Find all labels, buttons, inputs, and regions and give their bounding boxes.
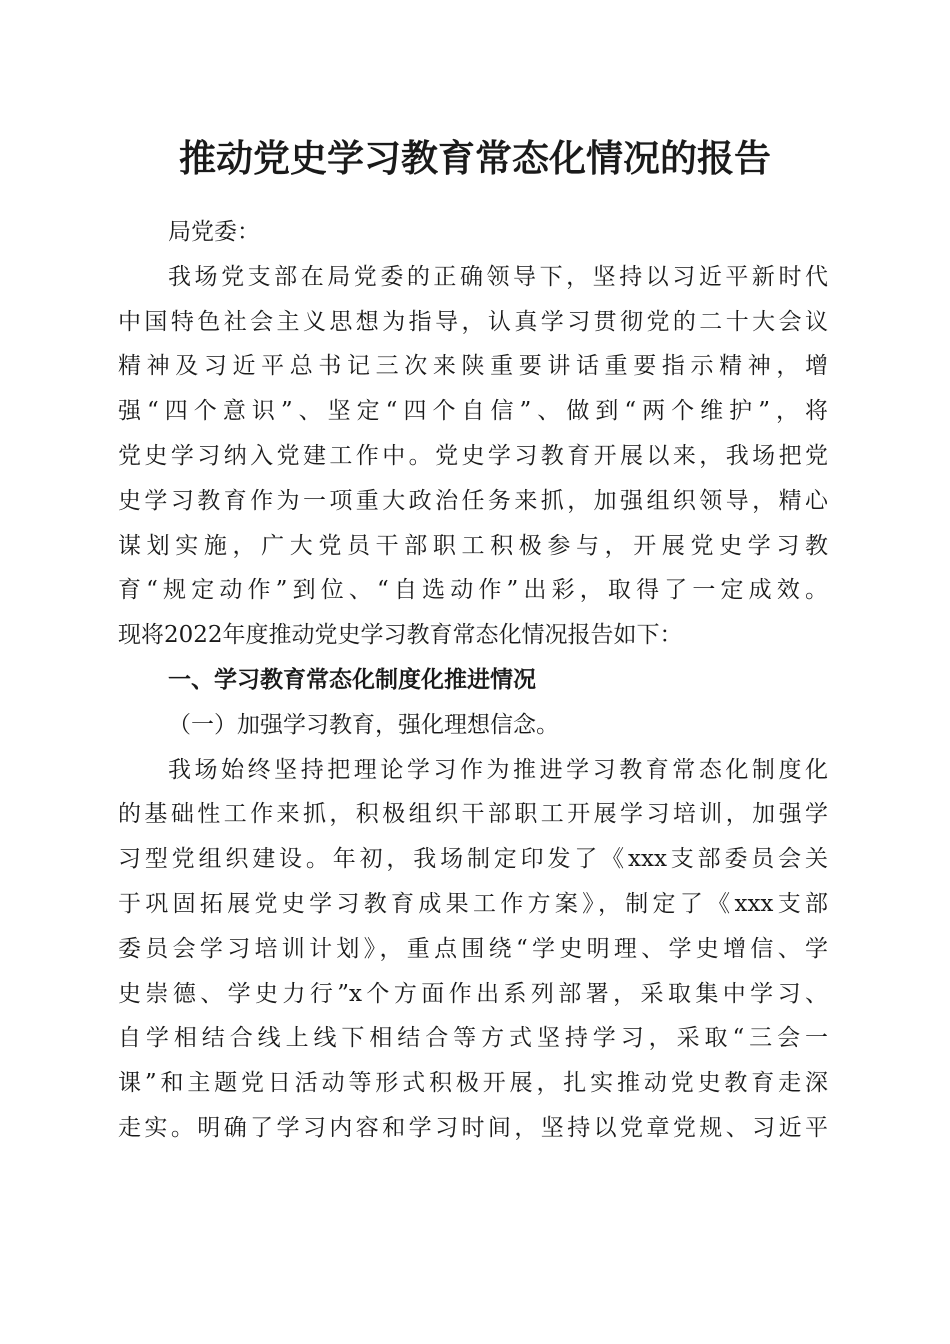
intro-line: 我场党支部在局党委的正确领导下，坚持以习近平新时代 (168, 263, 828, 290)
section-heading: 一、学习教育常态化制度化推进情况 (168, 666, 536, 693)
section-line: 的基础性工作来抓，积极组织干部职工开展学习培训，加强学 (118, 801, 828, 828)
section-line: 于巩固拓展党史学习教育成果工作方案》，制定了《xxx支部 (118, 890, 828, 917)
section-line: 史崇德、学史力行”x个方面作出系列部署，采取集中学习、 (118, 980, 828, 1007)
intro-line: 党史学习纳入党建工作中。党史学习教育开展以来，我场把党 (118, 442, 828, 469)
intro-line: 史学习教育作为一项重大政治任务来抓，加强组织领导，精心 (118, 487, 828, 514)
document-body (118, 210, 828, 1151)
section-line: 我场始终坚持把理论学习作为推进学习教育常态化制度化 (168, 756, 828, 783)
intro-line: 中国特色社会主义思想为指导，认真学习贯彻党的二十大会议 (118, 308, 828, 335)
section-line: 课”和主题党日活动等形式积极开展，扎实推动党史教育走深 (118, 1070, 828, 1097)
document-title: 推动党史学习教育常态化情况的报告 (179, 137, 771, 180)
salutation: 局党委： (168, 219, 260, 245)
section-line: 自学相结合线上线下相结合等方式坚持学习，采取“三会一 (118, 1025, 828, 1052)
section-line: 委员会学习培训计划》，重点围绕“学史明理、学史增信、学 (118, 935, 828, 962)
subsection-heading: （一）加强学习教育，强化理想信念。 (168, 711, 559, 738)
intro-line: 谋划实施，广大党员干部职工积极参与，开展党史学习教 (118, 532, 828, 559)
intro-line: 强“四个意识”、坚定“四个自信”、做到“两个维护”，将 (118, 398, 828, 425)
section-line: 走实。明确了学习内容和学习时间，坚持以党章党规、习近平 (118, 1114, 828, 1141)
intro-line: 育“规定动作”到位、“自选动作”出彩，取得了一定成效。 (118, 577, 828, 604)
intro-line: 现将2022年度推动党史学习教育常态化情况报告如下： (118, 622, 683, 649)
intro-line: 精神及习近平总书记三次来陕重要讲话重要指示精神，增 (118, 353, 828, 380)
section-line: 习型党组织建设。年初，我场制定印发了《xxx支部委员会关 (118, 846, 828, 873)
